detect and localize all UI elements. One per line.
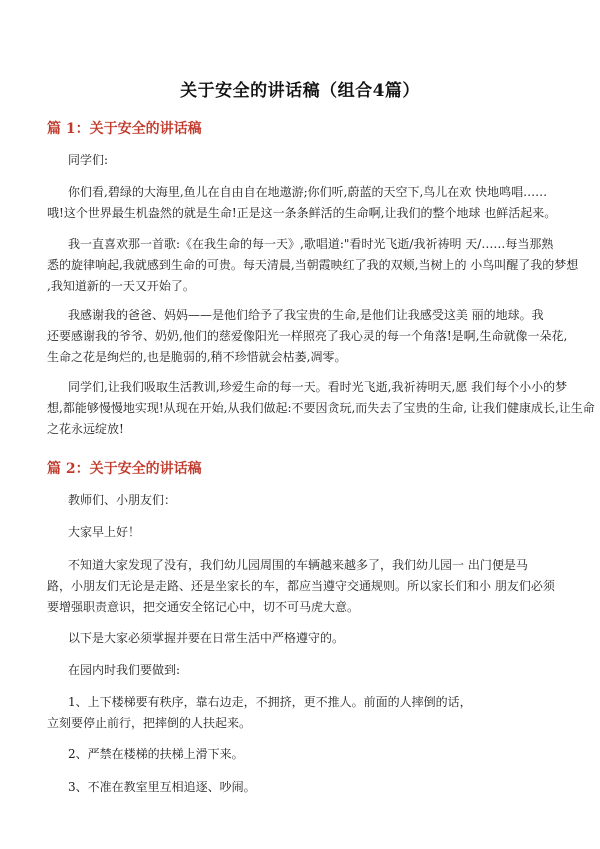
paragraph-line: 不知道大家发现了没有，我们幼儿园周围的车辆越来越多了，我们幼儿园一 出门便是马	[68, 558, 528, 572]
paragraph	[47, 660, 555, 681]
paragraph-line: 同学们,让我们吸取生活教训,珍爱生命的每一天。看时光飞逝,我祈祷明天,愿 我们每个小小的梦	[68, 380, 568, 394]
paragraph-line: 立刻要停止前行，把摔倒的人扶起来。	[47, 716, 252, 730]
greeting-text: 教师们、小朋友们：	[68, 493, 177, 507]
paragraph-line: 哦!这个世界最生机盎然的就是生命!正是这一条条鲜活的生命啊,让我们的整个地球 也鲜活起来。	[47, 206, 557, 220]
paragraph-line: 1、上下楼梯要有秩序，靠右边走，不拥挤，更不推人。前面的人摔倒的话，	[68, 695, 472, 709]
list-item	[47, 692, 555, 734]
paragraph-line: 生命之花是绚烂的,也是脆弱的,稍不珍惜就会枯萎,凋零。	[47, 350, 347, 364]
paragraph-line: 大家早上好！	[68, 525, 141, 539]
paragraph-line: 我一直喜欢那一首歌:《在我生命的每一天》,歌唱道:"看时光飞逝/我祈祷明 天/……每当那熟	[68, 237, 554, 251]
paragraph-line: 以下是大家必须掌握并要在日常生活中严格遵守的。	[68, 631, 345, 645]
section-heading-2: 篇 2：关于安全的讲话稿	[47, 461, 202, 477]
paragraph-line: 我感谢我的爸爸、妈妈——是他们给予了我宝贵的生命,是他们让我感受这美 丽的地球。我	[68, 308, 544, 322]
paragraph-line: 还要感谢我的爷爷、奶奶,他们的慈爱像阳光一样照亮了我心灵的每一个角落!是啊,生命就像一朵花,	[47, 329, 568, 343]
greeting-2	[47, 490, 555, 511]
list-item	[47, 777, 555, 798]
paragraph-line: 想,都能够慢慢地实现!从现在开始,从我们做起:不要因贪玩,而失去了宝贵的生命, 让我们健康成长,让生命	[47, 401, 595, 415]
paragraph	[47, 377, 595, 440]
paragraph-line: 2、严禁在楼梯的扶梯上滑下来。	[68, 747, 244, 761]
paragraph	[47, 234, 579, 297]
paragraph	[47, 522, 555, 543]
paragraph-line: 你们看,碧绿的大海里,鱼儿在自由自在地遨游;你们听,蔚蓝的天空下,鸟儿在欢 快地鸣唱……	[68, 185, 548, 199]
paragraph-line: ,我知道新的一天又开始了。	[47, 279, 195, 293]
greeting-text: 同学们:	[68, 153, 109, 167]
paragraph-line: 路，小朋友们无论是走路、还是坐家长的车，都应当遵守交通规则。所以家长们和小 朋友们必须	[47, 579, 555, 593]
paragraph-line: 3、不准在教室里互相追逐、吵闹。	[68, 780, 256, 794]
paragraph	[47, 305, 568, 368]
paragraph-line: 要增强职责意识，把交通安全铭记心中，切不可马虎大意。	[47, 600, 360, 614]
page-title: 关于安全的讲话稿（组合4篇）	[180, 81, 420, 101]
paragraph-line: 在园内时我们要做到:	[68, 663, 181, 677]
paragraph-line: 之花永远绽放!	[47, 422, 124, 436]
paragraph	[47, 628, 555, 649]
paragraph	[47, 182, 555, 224]
section-heading-1: 篇 1：关于安全的讲话稿	[47, 121, 202, 137]
list-item	[47, 744, 555, 765]
paragraph-line: 悉的旋律响起,我就感到生命的可贵。每天清晨,当朝霞映红了我的双颊,当树上的 小鸟叫醒了我的梦想	[47, 258, 579, 272]
greeting-1	[47, 150, 555, 171]
paragraph	[47, 555, 555, 618]
